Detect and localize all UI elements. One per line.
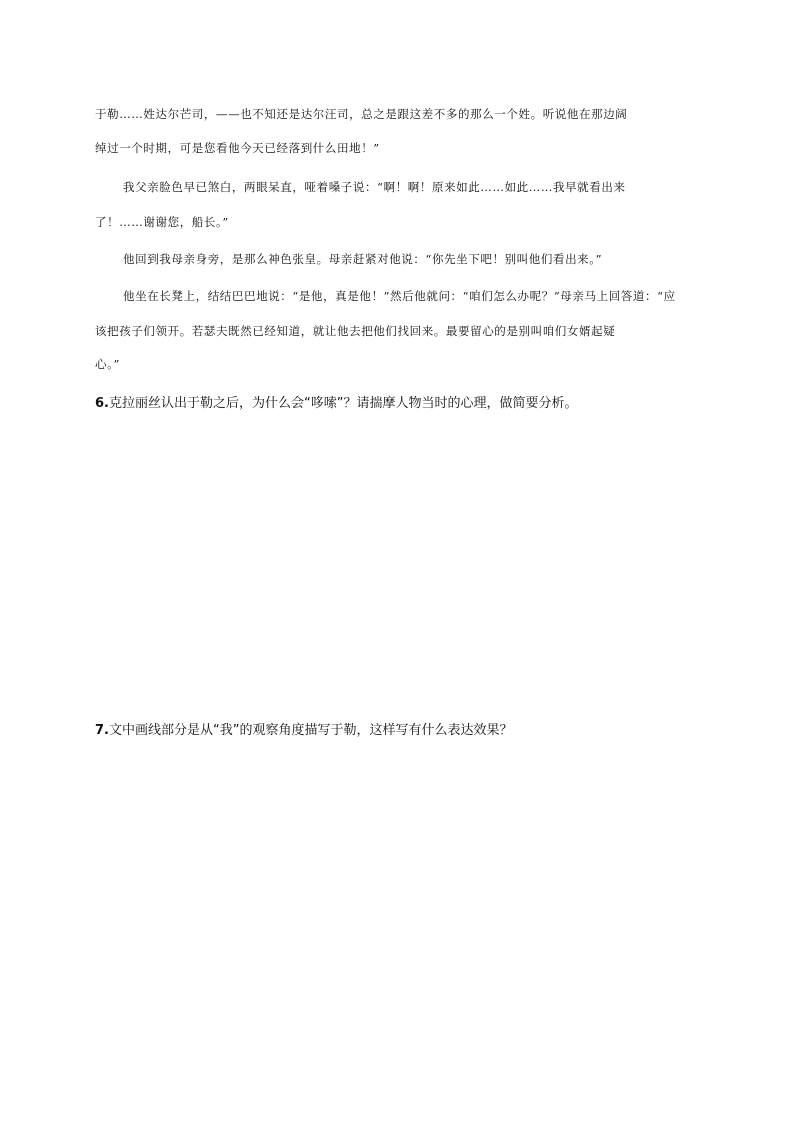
passage-line-1: 于勒……姓达尔芒司，——也不知还是达尔汪司，总之是跟这差不多的那么一个姓。听说他在那边阔	[95, 107, 628, 121]
passage-line-6: 他坐在长凳上，结结巴巴地说：“是他，真是他！”然后他就问：“咱们怎么办呢？”母亲马上回答道：“应	[123, 289, 676, 303]
passage-line-2: 绰过一个时期，可是您看他今天已经落到什么田地！”	[95, 141, 380, 155]
question-7-text: 文中画线部分是从“我”的观察角度描写于勒，这样写有什么表达效果？	[108, 723, 513, 738]
question-6	[95, 395, 715, 413]
question-7-number: 7.	[95, 723, 109, 738]
passage-line-8: 心。”	[95, 357, 120, 371]
answer-area-6[interactable]	[95, 420, 705, 710]
passage-line-5: 他回到我母亲身旁，是那么神色张皇。母亲赶紧对他说：“你先坐下吧！别叫他们看出来。”	[123, 252, 603, 266]
passage-line-4: 了！……谢谢您，船长。”	[95, 215, 229, 229]
question-7	[95, 722, 715, 740]
answer-area-7[interactable]	[95, 748, 705, 1048]
passage-line-3: 我父亲脸色早已煞白，两眼呆直，哑着嗓子说：“啊！啊！原来如此……如此……我早就看出来	[123, 180, 626, 194]
question-6-number: 6.	[95, 396, 109, 411]
passage-line-7: 该把孩子们领开。若瑟夫既然已经知道，就让他去把他们找回来。最要留心的是别叫咱们女婿起疑	[95, 324, 616, 338]
question-6-text: 克拉丽丝认出于勒之后，为什么会“哆嗦”？请揣摩人物当时的心理，做简要分析。	[108, 396, 578, 411]
